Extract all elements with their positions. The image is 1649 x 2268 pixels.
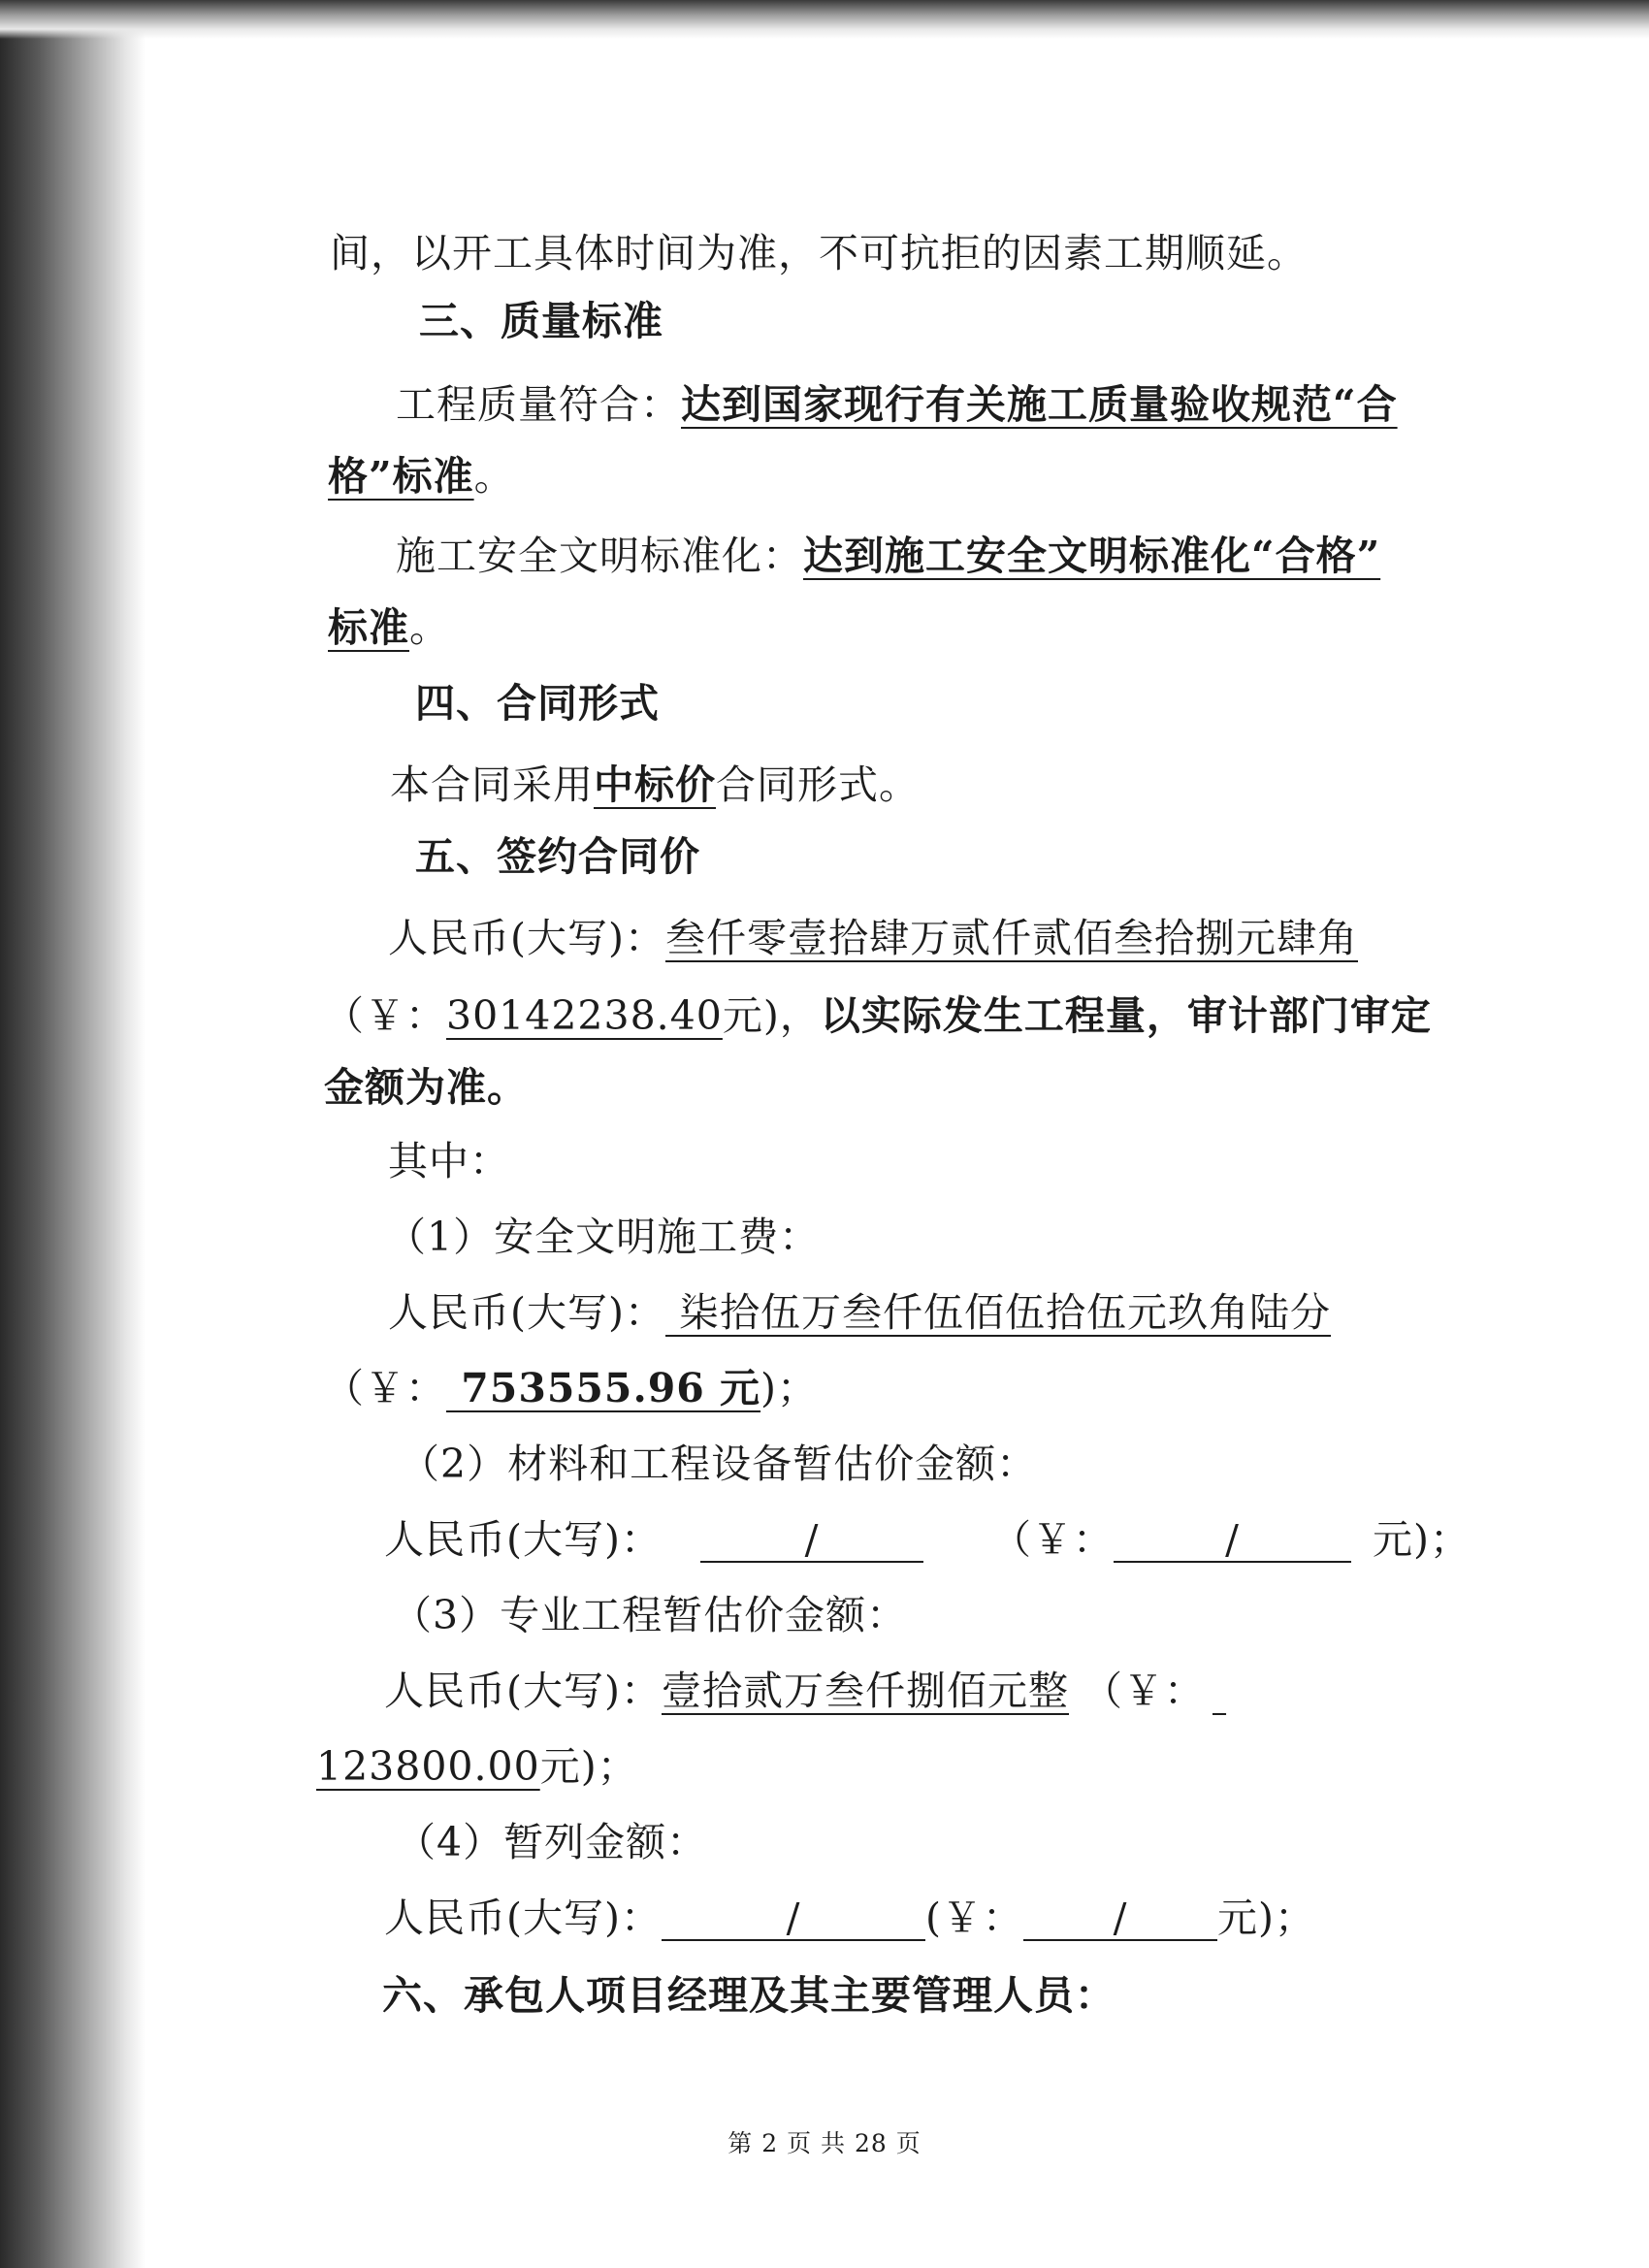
item-4-number-blank: / bbox=[1023, 1896, 1217, 1941]
item-2-title: （2）材料和工程设备暂估价金额： bbox=[400, 1441, 1038, 1487]
quality-line-cont: 格”标准。 bbox=[328, 453, 515, 500]
price-basis-line: 金额为准。 bbox=[324, 1064, 528, 1111]
section-heading-price: 五、签约合同价 bbox=[415, 833, 700, 880]
section-heading-form: 四、合同形式 bbox=[415, 680, 660, 727]
price-words-line: 人民币(大写)：叁仟零壹拾肆万贰仟贰佰叁拾捌元肆角 bbox=[388, 915, 1358, 961]
item-4-title: （4）暂列金额： bbox=[396, 1819, 708, 1865]
item-2-words-blank: / bbox=[700, 1518, 923, 1563]
section-heading-manager: 六、承包人项目经理及其主要管理人员： bbox=[382, 1972, 1116, 2019]
item-4-words-blank: / bbox=[662, 1896, 925, 1941]
item-2-amount-line: 人民币(大写)： / （￥： / 元)； bbox=[384, 1516, 1471, 1563]
continuation-line: 间，以开工具体时间为准，不可抗拒的因素工期顺延。 bbox=[330, 230, 1308, 276]
item-3-title: （3）专业工程暂估价金额： bbox=[392, 1592, 908, 1638]
item-1-number: （￥： 753555.96 元)； bbox=[324, 1365, 819, 1411]
scan-binding-shadow bbox=[0, 0, 146, 2268]
item-2-number-blank: / bbox=[1114, 1518, 1351, 1563]
scan-top-shadow bbox=[0, 0, 1649, 39]
item-1-title: （1）安全文明施工费： bbox=[386, 1214, 821, 1260]
item-4-amount-line: 人民币(大写)： / (￥： / 元)； bbox=[384, 1895, 1315, 1941]
price-number-line: （￥：30142238.40元)，以实际发生工程量，审计部门审定 bbox=[324, 992, 1432, 1039]
among-label: 其中： bbox=[388, 1138, 510, 1184]
item-3-words: 人民币(大写)：壹拾贰万叁仟捌佰元整 （￥： bbox=[384, 1668, 1205, 1714]
section-heading-quality: 三、质量标准 bbox=[419, 298, 663, 344]
page-number: 第 2 页 共 28 页 bbox=[728, 2129, 922, 2157]
safety-line-cont: 标准。 bbox=[328, 604, 450, 651]
item-3-number: 123800.00元)； bbox=[316, 1743, 638, 1790]
contract-form-line: 本合同采用中标价合同形式。 bbox=[390, 761, 920, 808]
quality-line: 工程质量符合：达到国家现行有关施工质量验收规范“合 bbox=[396, 381, 1398, 428]
item-1-words: 人民币(大写)： 柒拾伍万叁仟伍佰伍拾伍元玖角陆分 bbox=[388, 1289, 1332, 1336]
safety-line: 施工安全文明标准化：达到施工安全文明标准化“合格” bbox=[396, 533, 1381, 579]
